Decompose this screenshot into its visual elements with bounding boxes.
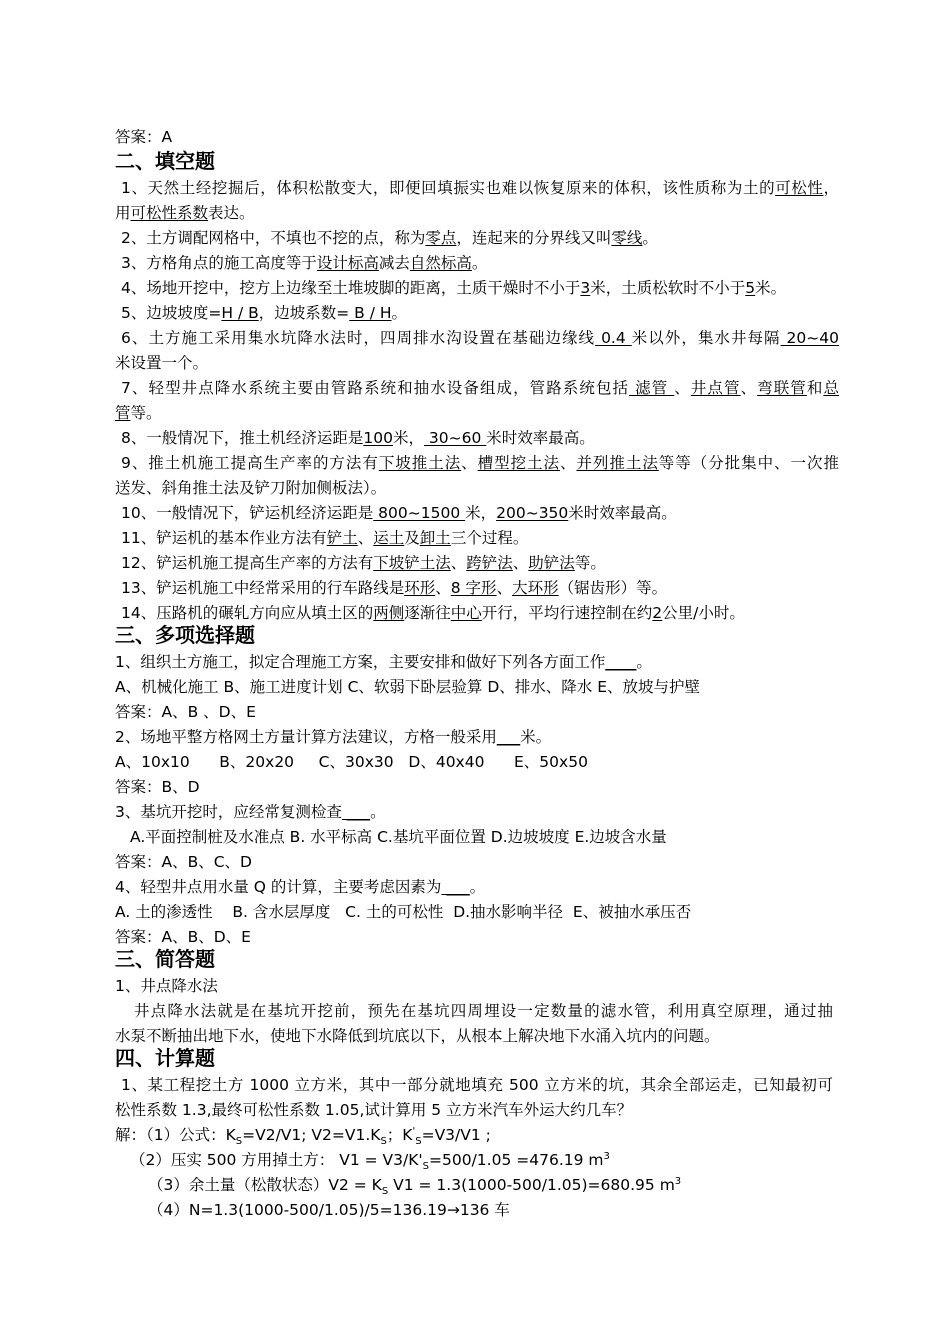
- answer-blank: 可松性系数: [130, 204, 209, 222]
- answer-blank: 弯联管: [757, 379, 807, 397]
- fill-q9-line2: 送发、斜角推土法及铲刀附加侧板法）。: [115, 479, 387, 497]
- subscript: S: [422, 1161, 430, 1173]
- text: 米。: [520, 728, 552, 746]
- text: 2、土方调配网格中，不填也不挖的点，称为: [121, 229, 426, 247]
- answer-blank: 跨铲法: [466, 554, 513, 572]
- fill-q7-line1: [121, 378, 839, 398]
- multi-q4: [115, 877, 485, 897]
- section-heading-fill: 二、填空题: [115, 149, 215, 173]
- answer-blank: 总: [823, 379, 839, 397]
- text: 9、推土机施工提高生产率的方法有: [121, 454, 379, 472]
- multi-q1: [115, 652, 652, 672]
- text: （2）压实 500 方用掉土方： V1 = V3/K': [130, 1151, 423, 1169]
- fill-q1-line1: [121, 178, 839, 198]
- fill-q9-line1: [121, 453, 839, 473]
- answer-blank: 8 字形: [450, 579, 497, 597]
- fill-q12: [121, 553, 606, 573]
- fill-q7-line2: [115, 403, 162, 423]
- text: 。: [636, 653, 652, 671]
- subscript: S: [235, 1136, 243, 1148]
- text: 。: [370, 803, 386, 821]
- fill-q1-line2: [115, 203, 255, 223]
- text: 和: [806, 379, 824, 397]
- fill-q8: [121, 428, 595, 448]
- text: V1 = 1.3(1000-500/1.05)=680.95 m: [388, 1176, 675, 1194]
- text: ，边坡系数=: [258, 304, 350, 322]
- text: =500/1.05 =476.19 m: [429, 1151, 604, 1169]
- answer-blank: 环形: [404, 579, 436, 597]
- text: 、: [435, 579, 451, 597]
- text: 11、铲运机的基本作业方法有: [121, 529, 327, 547]
- fill-q14: [121, 603, 745, 623]
- answer-blank: 大环形: [512, 579, 559, 597]
- text: 4、场地开挖中，挖方上边缘至土堆坡脚的距离，土质干燥时不小于: [121, 279, 581, 297]
- subscript: S: [415, 1136, 422, 1148]
- text: 、: [740, 379, 758, 397]
- answer-blank: 两侧: [373, 604, 405, 622]
- text: 米，土质松软时不小于: [590, 279, 746, 297]
- section-heading-calc: 四、计算题: [115, 1046, 215, 1070]
- text: 14、压路机的碾轧方向应从填土区的: [121, 604, 374, 622]
- short-q1-title: 1、井点降水法: [115, 977, 218, 995]
- text: ，: [823, 179, 839, 197]
- fill-q6-line2: 米设置一个。: [115, 354, 209, 372]
- answer-blank: 铲土: [326, 529, 358, 547]
- answer-blank: 管: [115, 404, 131, 422]
- text: 、: [450, 554, 467, 572]
- calc-step3: [148, 1175, 682, 1198]
- text: 、: [496, 579, 513, 597]
- text: 等。: [574, 554, 606, 572]
- text: 3、基坑开挖时，应经常复测检查: [115, 803, 342, 821]
- text: 1、天然土经挖掘后，体积松散变大，即便回填振实也难以恢复原来的体积，该性质称为土的: [121, 179, 776, 197]
- multi-q3-answer: 答案：A、B、C、D: [115, 853, 252, 871]
- multi-q2: [115, 727, 551, 747]
- text: 米时效率最高。: [568, 504, 677, 522]
- text: 、: [674, 379, 691, 397]
- answer-blank: 0.4: [595, 329, 632, 347]
- text: 。: [642, 229, 658, 247]
- text: =V2/V1; V2=V1.K: [242, 1126, 381, 1144]
- answer-blank: 运土: [373, 529, 405, 547]
- text: 12、铲运机施工提高生产率的方法有: [121, 554, 374, 572]
- answer-blank: 零点: [425, 229, 457, 247]
- multi-q3: [115, 802, 386, 822]
- fill-q6-line1: [121, 328, 839, 348]
- text: 3、方格角点的施工高度等于: [121, 254, 317, 272]
- text: 米以外，集水井每隔: [631, 329, 781, 347]
- text: 解：（1）公式：K: [115, 1126, 236, 1144]
- answer-blank: ___: [441, 878, 470, 896]
- answer-blank: 5: [745, 279, 756, 297]
- text: 用: [115, 204, 131, 222]
- answer-blank: 30~60: [423, 429, 487, 447]
- text: 公里/小时。: [662, 604, 745, 622]
- text: 等等（分批集中、一次推: [658, 454, 839, 472]
- calc-step1: [115, 1125, 491, 1148]
- fill-q3: [121, 253, 487, 273]
- fill-q11: [121, 528, 528, 548]
- text: 及: [404, 529, 420, 547]
- text: 、: [461, 454, 478, 472]
- multi-q1-answer: 答案：A、B 、D、E: [115, 703, 256, 721]
- prime-mark: ': [412, 1125, 416, 1137]
- answer-blank: 3: [580, 279, 591, 297]
- answer-blank: 卸土: [419, 529, 451, 547]
- section-heading-short: 三、简答题: [115, 947, 215, 971]
- answer-blank: 2: [652, 604, 663, 622]
- text: 2、场地平整方格网土方量计算方法建议，方格一般采用: [115, 728, 497, 746]
- multi-q2-answer: 答案：B、D: [115, 778, 200, 796]
- text: 逐渐往: [404, 604, 451, 622]
- fill-q13: [121, 578, 667, 598]
- text: ，连起来的分界线又叫: [456, 229, 612, 247]
- subscript: S: [381, 1186, 389, 1198]
- multi-q4-answer: 答案：A、B、D、E: [115, 928, 251, 946]
- text: 开行，平均行速控制在约: [481, 604, 653, 622]
- text: 4、轻型井点用水量 Q 的计算，主要考虑因素为: [115, 878, 442, 896]
- superscript: 3: [603, 1150, 610, 1162]
- answer-blank: 自然标高: [409, 254, 472, 272]
- subscript: S: [380, 1136, 387, 1148]
- answer-blank: 槽型挖土法: [477, 454, 560, 472]
- answer-blank: 20~40: [780, 329, 839, 347]
- text: 。: [391, 304, 408, 322]
- short-q1-answer-line1: 井点降水法就是在基坑开挖前，预先在基坑四周埋设一定数量的滤水管，利用真空原理，通过抽: [134, 1002, 833, 1020]
- text: =V3/V1 ;: [421, 1126, 491, 1144]
- answer-blank: 零线: [611, 229, 643, 247]
- text: 、: [357, 529, 374, 547]
- answer-blank: 200~350: [496, 504, 569, 522]
- text: 5、边坡坡度=: [121, 304, 222, 322]
- text: 米，: [465, 504, 497, 522]
- answer-blank: 并列推土法: [576, 454, 659, 472]
- section-heading-multi: 三、多项选择题: [115, 623, 255, 647]
- answer-line: 答案：A: [115, 128, 173, 146]
- text: 13、铲运机施工中经常采用的行车路线是: [121, 579, 405, 597]
- text: 等。: [130, 404, 162, 422]
- fill-q10: [121, 503, 677, 523]
- answer-blank: 下坡铲土法: [373, 554, 451, 572]
- text: 米。: [755, 279, 787, 297]
- calc-step2: [130, 1150, 610, 1173]
- text: 1、组织土方施工，拟定合理施工方案，主要安排和做好下列各方面工作: [115, 653, 606, 671]
- multi-q1-options: A、机械化施工 B、施工进度计划 C、软弱下卧层验算 D、排水、降水 E、放坡与护壁: [115, 678, 700, 696]
- text: ；K: [386, 1126, 413, 1144]
- answer-blank: 设计标高: [316, 254, 379, 272]
- answer-blank: 助铲法: [528, 554, 575, 572]
- text: 。: [471, 254, 488, 272]
- text: 6、土方施工采用集水坑降水法时，四周排水沟设置在基础边缘线: [121, 329, 596, 347]
- multi-q4-options: A. 土的渗透性 B. 含水层厚度 C. 土的可松性 D.抽水影响半径 E、被抽水承压否: [115, 903, 692, 921]
- text: 、: [512, 554, 529, 572]
- multi-q2-options: A、10x10 B、20x20 C、30x30 D、40x40 E、50x50: [115, 753, 588, 771]
- text: （锯齿形）等。: [558, 579, 668, 597]
- answer-blank: ___: [341, 803, 371, 821]
- calc-step4: （4）N=1.3(1000-500/1.05)/5=136.19→136 车: [148, 1201, 510, 1219]
- superscript: 3: [674, 1175, 682, 1187]
- answer-blank: 100: [363, 429, 393, 447]
- text: （3）余土量（松散状态）V2 = K: [148, 1176, 382, 1194]
- calc-q1-line2: 松性系数 1.3,最终可松性系数 1.05,试计算用 5 立方米汽车外运大约几车？: [115, 1101, 633, 1119]
- text: 。: [469, 878, 486, 896]
- answer-blank: 滤管: [629, 379, 675, 397]
- text: 10、一般情况下，铲运机经济运距是: [121, 504, 374, 522]
- answer-blank: ____: [605, 653, 637, 671]
- text: 表达。: [208, 204, 255, 222]
- short-q1-answer-line2: 水泵不断抽出地下水，使地下水降低到坑底以下，从根本上解决地下水涌入坑内的问题。: [115, 1027, 720, 1045]
- calc-q1-line1: 1、某工程挖土方 1000 立方米，其中一部分就地填充 500 立方米的坑，其余全部运走，已知最初可: [121, 1076, 833, 1094]
- text: 8、一般情况下，推土机经济运距是: [121, 429, 364, 447]
- answer-blank: ___: [496, 728, 521, 746]
- fill-q2: [121, 228, 658, 248]
- fill-q5: [121, 303, 407, 323]
- answer-blank: 井点管: [690, 379, 741, 397]
- text: 减去: [378, 254, 410, 272]
- multi-q3-options: A.平面控制桩及水准点 B. 水平标高 C.基坑平面位置 D.边坡坡度 E.边坡含水量: [130, 828, 667, 846]
- text: 米，: [392, 429, 424, 447]
- text: 、: [559, 454, 577, 472]
- answer-blank: 中心: [450, 604, 482, 622]
- fill-q4: [121, 278, 786, 298]
- answer-blank: H / B: [221, 304, 259, 322]
- text: 米时效率最高。: [486, 429, 595, 447]
- answer-blank: B / H: [349, 304, 392, 322]
- answer-blank: 800~1500: [373, 504, 466, 522]
- answer-blank: 可松性: [775, 179, 824, 197]
- answer-blank: 下坡推土法: [378, 454, 462, 472]
- text: 三个过程。: [450, 529, 529, 547]
- text: 7、轻型井点降水系统主要由管路系统和抽水设备组成，管路系统包括: [121, 379, 630, 397]
